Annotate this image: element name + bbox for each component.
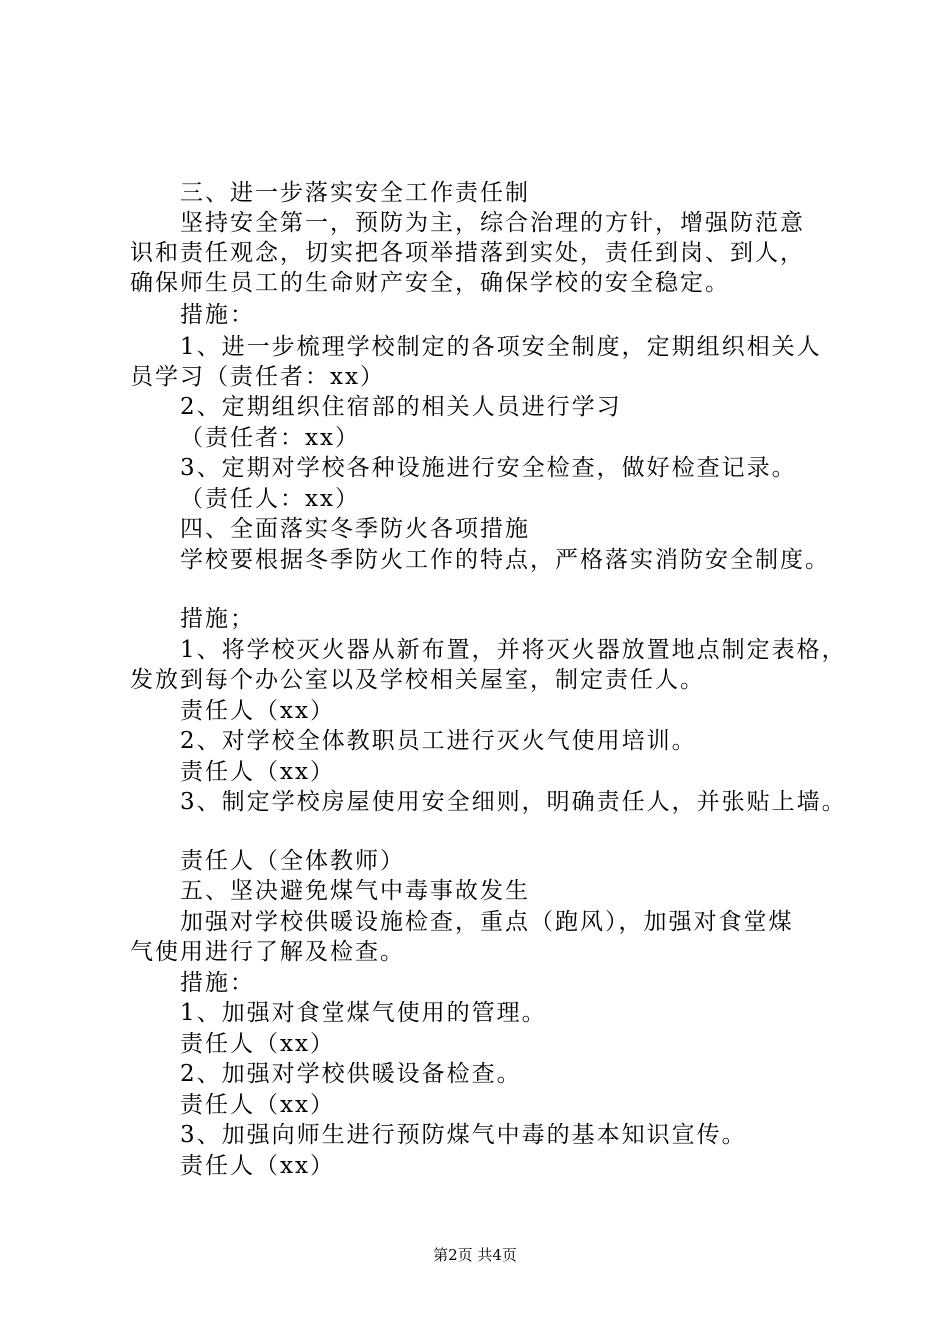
measures-label: 措施： — [180, 302, 255, 328]
section-heading: 四、全面落实冬季防火各项措施 — [180, 516, 530, 542]
paragraph-line: 1、进一步梳理学校制定的各项安全制度，定期组织相关人 — [180, 334, 822, 360]
responsible-line: 责任人（xx） — [180, 698, 335, 724]
responsible-line: 责任人（xx） — [180, 1031, 335, 1057]
paragraph-line: 确保师生员工的生命财产安全，确保学校的安全稳定。 — [130, 270, 730, 296]
responsible-line: （责任人：xx） — [180, 486, 360, 512]
paragraph-line: 1、将学校灭火器从新布置，并将灭火器放置地点制定表格， — [180, 637, 847, 663]
section-heading: 五、坚决避免煤气中毒事故发生 — [180, 878, 530, 904]
paragraph-line: 气使用进行了解及检查。 — [130, 939, 405, 965]
paragraph-line: 2、加强对学校供暖设备检查。 — [180, 1061, 522, 1087]
paragraph-line: 加强对学校供暖设施检查，重点（跑风），加强对食堂煤 — [180, 909, 794, 935]
section-heading: 三、进一步落实安全工作责任制 — [180, 180, 530, 206]
responsible-line: （责任者：xx） — [180, 425, 360, 451]
responsible-line: 责任人（xx） — [180, 1153, 335, 1179]
responsible-line: 责任人（xx） — [180, 759, 335, 785]
paragraph-line: 3、加强向师生进行预防煤气中毒的基本知识宣传。 — [180, 1122, 747, 1148]
paragraph-line: 发放到每个办公室以及学校相关屋室，制定责任人。 — [130, 667, 705, 693]
paragraph-line: 坚持安全第一，预防为主，综合治理的方针，增强防范意 — [180, 210, 805, 236]
measures-label: 措施： — [180, 970, 255, 996]
paragraph-line: 1、加强对食堂煤气使用的管理。 — [180, 1000, 547, 1026]
responsible-line: 责任人（xx） — [180, 1092, 335, 1118]
paragraph-line: 学校要根据冬季防火工作的特点，严格落实消防安全制度。 — [180, 547, 830, 573]
paragraph-line: 3、定期对学校各种设施进行安全检查，做好检查记录。 — [180, 455, 797, 481]
paragraph-line: 识和责任观念，切实把各项举措落到实处，责任到岗、到人， — [130, 240, 805, 266]
paragraph-line: 2、对学校全体教职员工进行灭火气使用培训。 — [180, 728, 697, 754]
paragraph-line: 3、制定学校房屋使用安全细则，明确责任人，并张贴上墙。 — [180, 789, 847, 815]
page-number-footer: 第2页 共4页 — [433, 1246, 517, 1264]
responsible-line: 责任人（全体教师） — [180, 848, 405, 874]
measures-label: 措施； — [180, 606, 255, 632]
paragraph-line: 员学习（责任者：xx） — [130, 364, 385, 390]
paragraph-line: 2、定期组织住宿部的相关人员进行学习 — [180, 394, 622, 420]
